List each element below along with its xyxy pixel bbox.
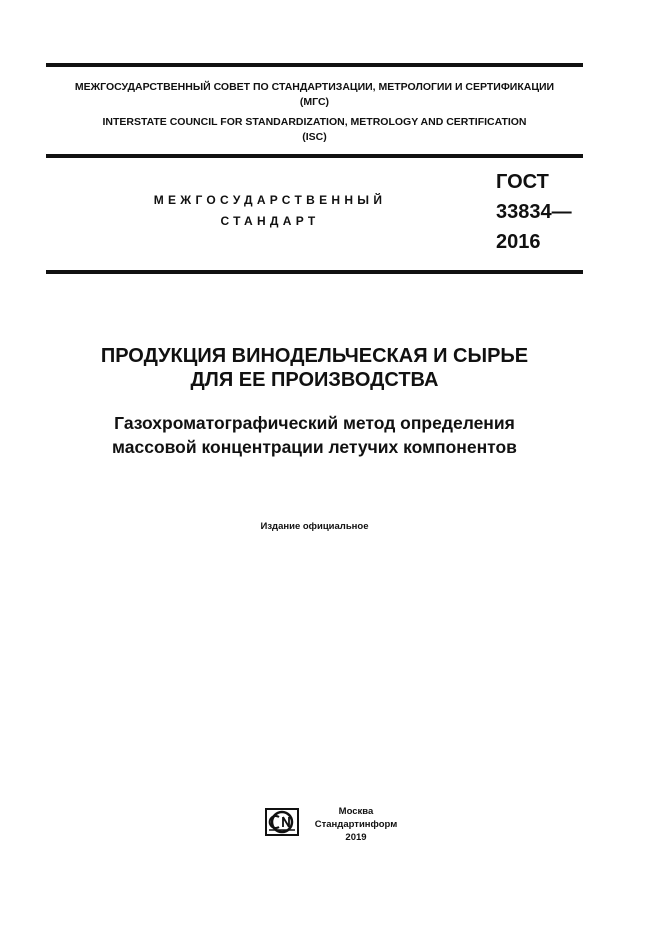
document-subtitle: Газохроматографический метод определения массовой концентрации летучих компонентов [112,413,517,457]
publisher-city: Москва [338,806,374,817]
document-title: ПРОДУКЦИЯ ВИНОДЕЛЬЧЕСКАЯ И СЫРЬЕ ДЛЯ ЕЕ ПРОИЗВОДСТВА [100,345,529,391]
standard-type: МЕЖГОСУДАРСТВЕННЫЙ СТАНДАРТ [153,193,387,228]
bottom-rule [46,270,583,274]
publisher-imprint [306,805,406,844]
council-name-ru: МЕЖГОСУДАРСТВЕННЫЙ СОВЕТ ПО СТАНДАРТИЗАЦИИ, МЕТРОЛОГИИ И СЕРТИФИКАЦИИ (МГС) [74,81,555,108]
edition-note: Издание официальное [260,521,369,532]
middle-rule [46,154,583,158]
publisher-name: Стандартинформ [314,819,398,830]
standard-designation: ГОСТ 33834— 2016 [496,171,572,253]
council-name-en: INTERSTATE COUNCIL FOR STANDARDIZATION, METROLOGY AND CERTIFICATION (ISC) [102,116,527,143]
standartinform-logo-icon [265,808,299,836]
publisher-year: 2019 [345,832,367,843]
top-rule [46,63,583,67]
